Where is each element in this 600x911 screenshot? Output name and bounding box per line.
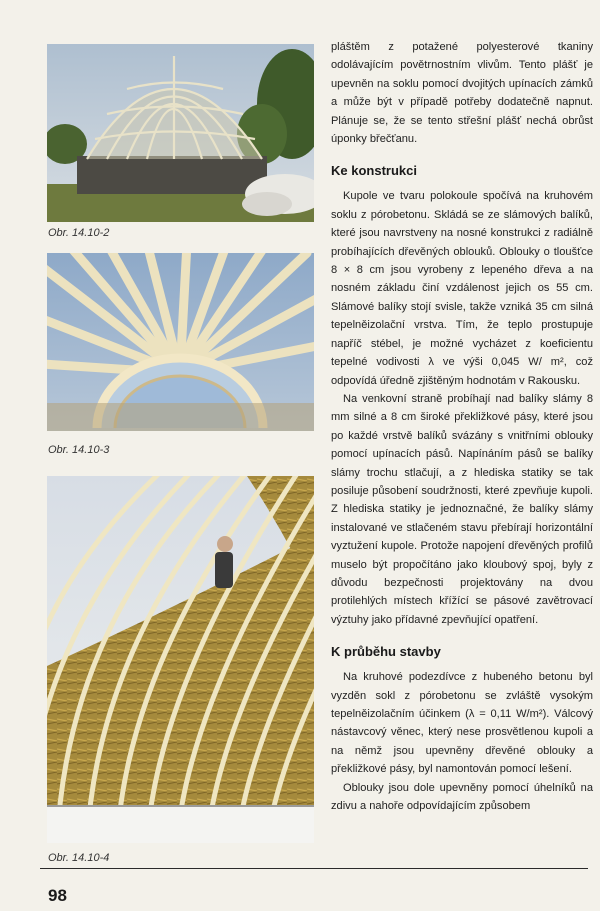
dome-interior-photo (47, 476, 314, 843)
page-number: 98 (48, 886, 67, 905)
paragraph: Kupole ve tvaru polokoule spočívá na kruhovém soklu z pórobetonu. Skládá se ze slámových balíků, které jsou navrstveny na nosné konstrukci z radiálně probíhajících dřevěných oblouků. Oblouky o tloušťce 8 × 8 cm jsou vyrobeny z lepeného dřeva a na nosném základu činí vzdálenost jejich os 55 cm. Slámové balíky stojí svisle, takže vzniká 35 cm silná tepelněizolační vrstva. Tím, že teplo prostupuje napříč stébel, je možné vycházet z koeficientu tepelné vodivosti λ ve výši 0,045 W/ m², což odpovídá úředně zjištěným hodnotám v Rakousku. (331, 190, 593, 387)
paragraph: Na kruhové podezdívce z hubeného betonu byl vyzděn sokl z pórobetonu se zvláště vysokým tepelněizolačním účinkem (λ = 0,11 W/m²). Válcový nástavcový věnec, který nese prosvětlenou kupoli a na němž jsou upevněny dřevěné oblouky a překližkové pásy, byl namontován pomocí lešení. (331, 671, 593, 776)
figure-caption: Obr. 14.10-3 (48, 444, 110, 456)
dome-ring-photo (47, 253, 314, 431)
figure-caption: Obr. 14.10-4 (48, 852, 110, 864)
intro-paragraph: pláštěm z potažené polyesterové tkaniny odolávajícím povětrnostním vlivům. Tento plášť je upevněn na soklu pomocí dvojitých upínacích zámků a může být v případě potřeby dodatečně napnut. Plánuje se, že se tento střešní plášť nechá obrůst úponky břečťanu. (331, 41, 593, 146)
figure-caption: Obr. 14.10-2 (48, 227, 110, 239)
paragraph: Oblouky jsou dole upevněny pomocí úhelníků na zdivu a nahoře odpovídajícím způsobem (331, 781, 593, 813)
section-heading: K průběhu stavby (331, 644, 441, 660)
paragraph: Na venkovní straně probíhají nad balíky slámy 8 mm silné a 8 cm široké překližkové pásy, které jsou po každé vrstvě balíků svázány s vnitřními oblouky pomocí upínacích pásů. Napínáním pásů se balíky slámy trochu stlačují, a z hlediska statiky se tak posiluje působení soudržnosti, které zpevňuje kupoli. Z hlediska statiky je jednoznačné, že balíky slámy instalované ve stlačeném stavu přebírají horizontální vyztužení kupole. Protože napojení dřevěných profilů muselo být propočítáno jako kloubový spoj, byly z důvodu bezpečnosti projektovány na dvou protilehlých místech křížící se pásové zavětrovací výztuhy jako přídavné zpevňující opatření. (331, 392, 593, 626)
dome-exterior-photo (47, 44, 314, 222)
footer-rule (40, 868, 588, 869)
text-column (331, 38, 593, 815)
section-heading: Ke konstrukci (331, 163, 417, 179)
